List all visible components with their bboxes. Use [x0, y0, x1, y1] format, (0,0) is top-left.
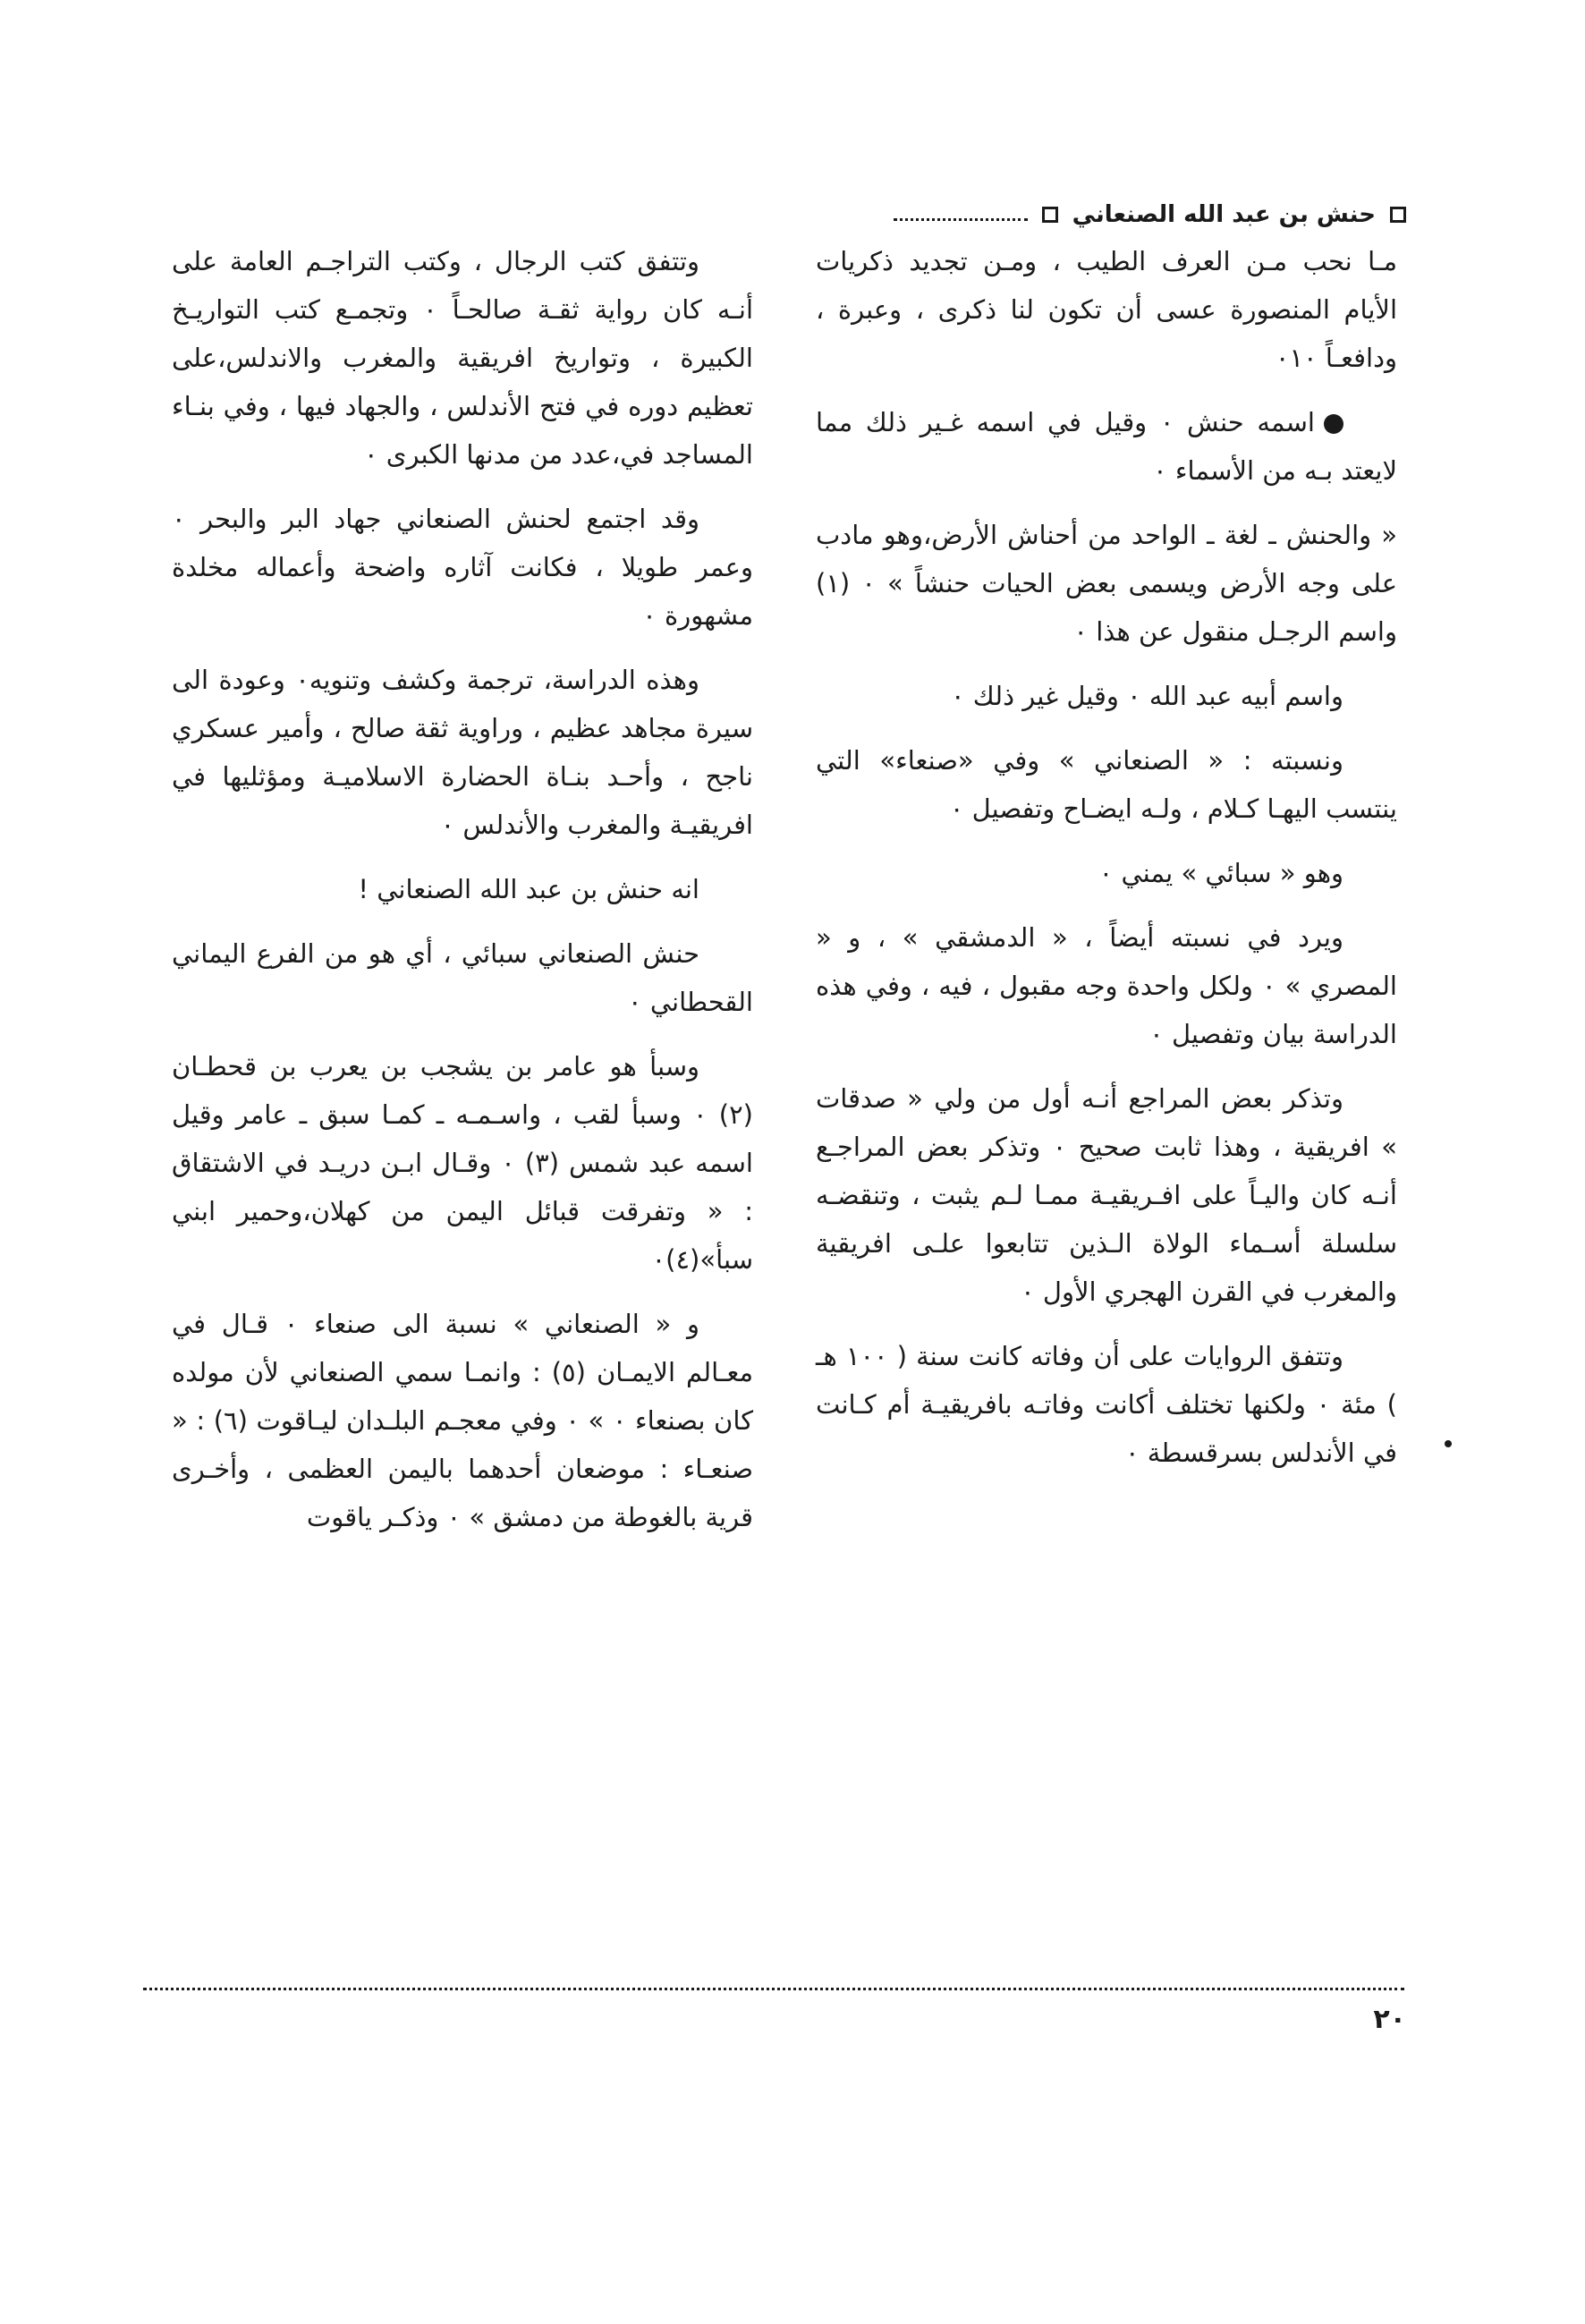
running-header-title: حنش بن عبد الله الصنعاني — [1072, 201, 1376, 228]
margin-dot — [1445, 1440, 1452, 1447]
square-bullet-icon — [1390, 207, 1406, 223]
paragraph: وتتفق كتب الرجال ، وكتب التراجـم العامة على أنـه كان رواية ثقـة صالحـاً ٠ وتجمـع كتب التواريـخ الكبيرة ، وتواريخ افريقية والمغرب والاندلس،على تعظيم دوره في فتح الأندلس ، والجهاد فيها ، وفي بنـاء المساجد في،عدد من مدنها الكبرى ٠ — [172, 246, 753, 470]
paragraph: « والحنش ـ لغة ـ الواحد من أحناش الأرض،وهو مادب على وجه الأرض ويسمى بعض الحيات حنشاً » ٠ (١) واسم الرجـل منقول عن هذا ٠ — [816, 520, 1397, 647]
page-number: ٢٠ — [1373, 2004, 1406, 2035]
paragraph: وسبأ هو عامر بن يشجب بن يعرب بن قحطـان (٢) ٠ وسبأ لقب ، واسـمـه ـ كمـا سبق ـ عامر وقيل اسمه عبد شمس (٣) ٠ وقـال ابـن دريـد في الاشتقاق : « وتفرقت قبائل اليمن من كهلان،وحمير ابني سبأ»(٤)٠ — [172, 1051, 753, 1275]
paragraph: وتتفق الروايات على أن وفاته كانت سنة ( ١٠٠ هـ ) مئة ٠ ولكنها تختلف أكانت وفاتـه بافريقيـة أم كـانت في الأندلس بسرقسطة ٠ — [816, 1341, 1397, 1468]
square-bullet-icon — [1042, 207, 1058, 223]
footer-dotted-rule — [143, 1988, 1404, 1990]
paragraph: وهذه الدراسة، ترجمة وكشف وتنويه٠ وعودة الى سيرة مجاهد عظيم ، وراوية ثقة صالح ، وأمير عسكري ناجح ، وأحـد بنـاة الحضارة الاسلاميـة ومؤثليها في افريقيـة والمغرب والأندلس ٠ — [172, 665, 753, 840]
left-column — [172, 237, 753, 1557]
paragraph: واسم أبيه عبد الله ٠ وقيل غير ذلك ٠ — [951, 681, 1343, 711]
paragraph: و « الصنعاني » نسبة الى صنعاء ٠ قـال في معـالم الايمـان (٥) : وانمـا سمي الصنعاني لأن مولده كان بصنعاء ٠ » ٠ وفي معجـم البلـدان ليـاقوت (٦) : « صنعـاء : موضعان أحدهما باليمن العظمى ، وأخـرى قرية بالغوطة من دمشق » ٠ وذكـر ياقوت — [172, 1309, 753, 1532]
paragraph-text: اسمه حنش ٠ وقيل في اسمه غـير ذلك مما لايعتد بـه من الأسماء ٠ — [816, 407, 1397, 486]
paragraph: انه حنش بن عبد الله الصنعاني ! — [358, 874, 699, 904]
paragraph: ويرد في نسبته أيضاً ، « الدمشقي » ، و « المصري » ٠ ولكل واحدة وجه مقبول ، فيه ، وفي هذه الدراسة بيان وتفصيل ٠ — [816, 922, 1397, 1049]
bullet-icon — [1324, 414, 1343, 434]
paragraph: وقد اجتمع لحنش الصنعاني جهاد البر والبحر ٠ وعمر طويلا ، فكانت آثاره واضحة وأعماله مخلدة مشهورة ٠ — [172, 504, 753, 631]
paragraph: حنش الصنعاني سبائي ، أي هو من الفرع اليماني القحطاني ٠ — [172, 938, 753, 1017]
running-header — [141, 192, 1406, 237]
paragraph — [816, 398, 1397, 495]
paragraph: وتذكر بعض المراجع أنـه أول من ولي « صدقات » افريقية ، وهذا ثابت صحيح ٠ وتذكر بعض المراجـع أنـه كان واليـاً على افـريقيـة ممـا لـم يثبت ، وتنقضـه سلسلة أسـماء الولاة الـذين تتابعوا علـى افريقية والمغرب في القرن الهجري الأول ٠ — [816, 1083, 1397, 1307]
paragraph: ونسبته : « الصنعاني » وفي «صنعاء» التي ينتسب اليهـا كـلام ، ولـه ايضـاح وتفصيل ٠ — [816, 745, 1397, 824]
header-dotted-rule — [894, 218, 1028, 221]
paragraph: مـا نحب مـن العرف الطيب ، ومـن تجديد ذكريات الأيام المنصورة عسى أن تكون لنا ذكرى ، وعبرة ، ودافعـاً ٠١٠ — [816, 246, 1397, 373]
right-column — [816, 237, 1397, 1493]
paragraph: وهو « سبائي » يمني ٠ — [1098, 858, 1343, 888]
